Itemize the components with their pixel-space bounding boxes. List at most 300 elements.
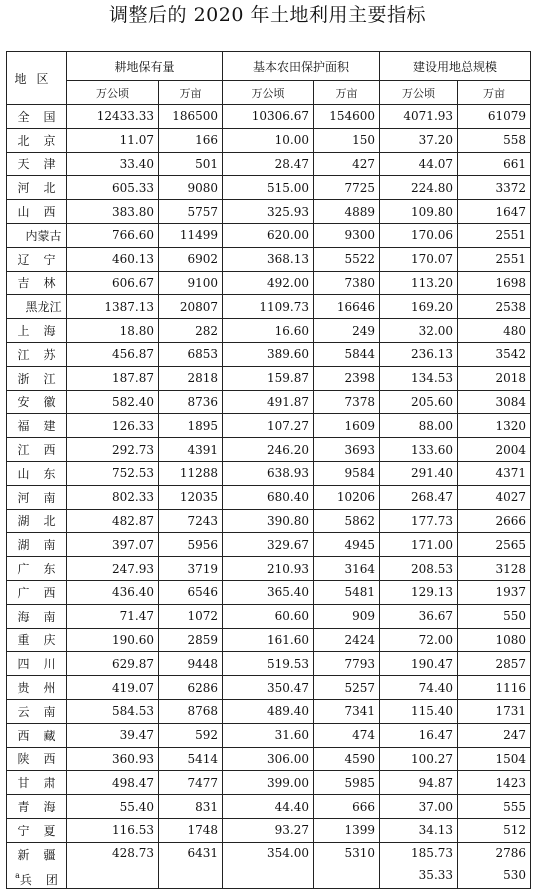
table-row xyxy=(7,247,531,271)
value-cell: 512 xyxy=(458,818,531,842)
value-cell: 2018 xyxy=(458,366,531,390)
value-cell: 383.80 xyxy=(67,200,159,224)
value-cell: 2424 xyxy=(314,628,380,652)
value-cell: 9300 xyxy=(314,223,380,247)
value-cell: 4590 xyxy=(314,747,380,771)
region-name-cell xyxy=(7,795,70,819)
unit-header: 万亩 xyxy=(159,81,223,105)
value-cell: 100.27 xyxy=(380,747,458,771)
region-name: 四川 xyxy=(17,657,70,672)
table-row xyxy=(7,628,531,652)
value-cell: 4945 xyxy=(314,533,380,557)
value-cell: 5844 xyxy=(314,342,380,366)
value-cell: 3542 xyxy=(458,342,531,366)
region-name-cell xyxy=(7,771,70,795)
value-cell: 177.73 xyxy=(380,509,458,533)
table-row xyxy=(7,604,531,628)
table-row xyxy=(7,366,531,390)
region-name-cell xyxy=(7,818,70,842)
value-cell: 1895 xyxy=(159,414,223,438)
value-cell: 291.40 xyxy=(380,461,458,485)
value-cell: 170.06 xyxy=(380,223,458,247)
table-row xyxy=(7,747,531,771)
region-name-cell xyxy=(7,485,70,509)
region-name: 新疆 xyxy=(17,847,70,862)
value-cell: 555 xyxy=(458,795,531,819)
region-name-cell xyxy=(7,319,70,343)
value-cell: 6431 xyxy=(159,842,223,888)
region-name-cell xyxy=(7,223,67,247)
table-row xyxy=(7,509,531,533)
value-cell: 620.00 xyxy=(223,223,314,247)
region-name-cell xyxy=(7,128,70,152)
unit-header: 万公顷 xyxy=(380,81,458,105)
value-cell: 1748 xyxy=(159,818,223,842)
unit-header: 万公顷 xyxy=(67,81,159,105)
page-title: 调整后的 2020 年土地利用主要指标 xyxy=(109,4,426,26)
value-cell: 12433.33 xyxy=(67,105,159,129)
value-cell: 389.60 xyxy=(223,342,314,366)
region-name-cell xyxy=(7,461,70,485)
value-cell: 9448 xyxy=(159,652,223,676)
region-name: 青海 xyxy=(17,800,70,814)
value-cell: 7725 xyxy=(314,176,380,200)
value-cell: 247.93 xyxy=(67,557,159,581)
region-name: 云南 xyxy=(17,704,70,719)
value-cell: 480 xyxy=(458,319,531,343)
value-main: 2786 xyxy=(495,845,527,860)
value-sub: 35.33 xyxy=(418,867,454,882)
value-cell: 3128 xyxy=(458,557,531,581)
region-name: 陕西 xyxy=(17,752,70,767)
value-cell: 11288 xyxy=(159,461,223,485)
table-row xyxy=(7,128,531,152)
value-cell: 6546 xyxy=(159,580,223,604)
value-cell: 5985 xyxy=(314,771,380,795)
region-name: 江西 xyxy=(17,443,70,458)
value-cell: 515.00 xyxy=(223,176,314,200)
footnote-mark: a xyxy=(15,870,20,880)
value-cell: 592 xyxy=(159,723,223,747)
unit-header: 万公顷 xyxy=(223,81,314,105)
region-name-cell xyxy=(7,676,70,700)
region-name: 安徽 xyxy=(17,395,70,410)
region-name-cell xyxy=(7,366,70,390)
region-name: 福建 xyxy=(17,419,70,434)
land-use-table xyxy=(6,51,531,889)
value-cell: 329.67 xyxy=(223,533,314,557)
value-cell: 491.87 xyxy=(223,390,314,414)
value-cell: 2538 xyxy=(458,295,531,319)
value-cell: 161.60 xyxy=(223,628,314,652)
region-header: 地区 xyxy=(7,52,67,105)
value-cell: 427 xyxy=(314,152,380,176)
value-cell: 606.67 xyxy=(67,271,159,295)
region-name-cell xyxy=(7,509,70,533)
region-name: 广东 xyxy=(17,562,70,577)
value-main: 185.73 xyxy=(411,845,454,860)
value-cell: 150 xyxy=(314,128,380,152)
value-cell: 10206 xyxy=(314,485,380,509)
value-cell: 350.47 xyxy=(223,676,314,700)
value-cell: 3084 xyxy=(458,390,531,414)
value-cell: 7378 xyxy=(314,390,380,414)
table-row xyxy=(7,319,531,343)
region-name: 甘肃 xyxy=(17,776,70,791)
region-name: 浙江 xyxy=(17,371,70,386)
value-cell: 5257 xyxy=(314,676,380,700)
value-cell xyxy=(380,842,458,888)
value-cell: 4371 xyxy=(458,461,531,485)
cultivated-land-header: 耕地保有量 xyxy=(67,52,223,81)
value-cell: 31.60 xyxy=(223,723,314,747)
value-cell: 766.60 xyxy=(67,223,159,247)
table-row xyxy=(7,105,531,129)
value-cell: 93.27 xyxy=(223,818,314,842)
table-body xyxy=(7,105,531,889)
value-cell: 436.40 xyxy=(67,580,159,604)
value-cell: 2398 xyxy=(314,366,380,390)
value-cell: 71.47 xyxy=(67,604,159,628)
region-name-cell xyxy=(7,699,70,723)
region-name: 海南 xyxy=(17,609,70,624)
value-cell: 3693 xyxy=(314,438,380,462)
region-name: 江苏 xyxy=(17,347,70,362)
table-row xyxy=(7,771,531,795)
value-cell: 11.07 xyxy=(67,128,159,152)
value-cell: 187.87 xyxy=(67,366,159,390)
value-cell: 74.40 xyxy=(380,676,458,700)
value-cell: 558 xyxy=(458,128,531,152)
value-cell: 582.40 xyxy=(67,390,159,414)
region-name: 内蒙古 xyxy=(25,228,62,243)
value-cell: 186500 xyxy=(159,105,223,129)
table-row xyxy=(7,557,531,581)
value-cell xyxy=(458,842,531,888)
value-cell: 7341 xyxy=(314,699,380,723)
value-cell: 482.87 xyxy=(67,509,159,533)
table-row xyxy=(7,723,531,747)
region-name: 辽宁 xyxy=(17,252,70,267)
value-cell: 126.33 xyxy=(67,414,159,438)
value-cell: 5414 xyxy=(159,747,223,771)
value-cell: 9100 xyxy=(159,271,223,295)
region-name-cell xyxy=(7,342,70,366)
table-row xyxy=(7,485,531,509)
value-cell: 1698 xyxy=(458,271,531,295)
value-cell: 2859 xyxy=(159,628,223,652)
value-cell: 236.13 xyxy=(380,342,458,366)
basic-farmland-header: 基本农田保护面积 xyxy=(223,52,380,81)
value-cell: 11499 xyxy=(159,223,223,247)
value-cell: 1609 xyxy=(314,414,380,438)
region-name: 吉林 xyxy=(17,276,70,291)
value-cell: 909 xyxy=(314,604,380,628)
value-cell: 460.13 xyxy=(67,247,159,271)
value-cell: 456.87 xyxy=(67,342,159,366)
value-cell: 501 xyxy=(159,152,223,176)
value-cell: 1109.73 xyxy=(223,295,314,319)
value-cell: 61079 xyxy=(458,105,531,129)
value-cell: 133.60 xyxy=(380,438,458,462)
value-cell: 1320 xyxy=(458,414,531,438)
region-name-cell xyxy=(7,533,70,557)
region-name-cell xyxy=(7,295,67,319)
value-cell: 5481 xyxy=(314,580,380,604)
table-row xyxy=(7,390,531,414)
value-cell: 2565 xyxy=(458,533,531,557)
value-cell: 37.00 xyxy=(380,795,458,819)
table-row xyxy=(7,271,531,295)
value-cell: 16.47 xyxy=(380,723,458,747)
table-row xyxy=(7,818,531,842)
value-cell: 9584 xyxy=(314,461,380,485)
value-cell: 638.93 xyxy=(223,461,314,485)
unit-header: 万亩 xyxy=(458,81,531,105)
value-cell: 2551 xyxy=(458,223,531,247)
value-cell: 292.73 xyxy=(67,438,159,462)
table-row xyxy=(7,176,531,200)
table-row xyxy=(7,533,531,557)
value-cell: 5862 xyxy=(314,509,380,533)
region-name: 重庆 xyxy=(17,633,70,648)
value-cell: 18.80 xyxy=(67,319,159,343)
value-cell: 134.53 xyxy=(380,366,458,390)
region-name: 西藏 xyxy=(17,728,70,743)
value-cell: 6902 xyxy=(159,247,223,271)
value-cell: 5757 xyxy=(159,200,223,224)
value-cell: 2857 xyxy=(458,652,531,676)
value-cell: 6853 xyxy=(159,342,223,366)
value-cell: 3719 xyxy=(159,557,223,581)
value-cell: 1731 xyxy=(458,699,531,723)
region-name: 贵州 xyxy=(17,681,70,696)
value-cell: 397.07 xyxy=(67,533,159,557)
value-cell: 4889 xyxy=(314,200,380,224)
value-cell: 166 xyxy=(159,128,223,152)
value-cell: 6286 xyxy=(159,676,223,700)
region-name-cell xyxy=(7,152,70,176)
region-sub-name: 兵团 xyxy=(19,872,72,887)
value-cell: 7380 xyxy=(314,271,380,295)
value-cell: 368.13 xyxy=(223,247,314,271)
table-row xyxy=(7,223,531,247)
value-cell: 8736 xyxy=(159,390,223,414)
value-cell: 802.33 xyxy=(67,485,159,509)
value-cell: 109.80 xyxy=(380,200,458,224)
value-cell: 2666 xyxy=(458,509,531,533)
value-cell: 8768 xyxy=(159,699,223,723)
value-cell: 94.87 xyxy=(380,771,458,795)
value-cell: 661 xyxy=(458,152,531,176)
region-name: 湖北 xyxy=(17,514,70,529)
value-cell: 16.60 xyxy=(223,319,314,343)
value-cell: 365.40 xyxy=(223,580,314,604)
table-row xyxy=(7,295,531,319)
value-cell: 205.60 xyxy=(380,390,458,414)
value-cell: 72.00 xyxy=(380,628,458,652)
value-cell: 5956 xyxy=(159,533,223,557)
value-cell: 159.87 xyxy=(223,366,314,390)
value-cell: 39.47 xyxy=(67,723,159,747)
value-cell: 4071.93 xyxy=(380,105,458,129)
value-cell: 34.13 xyxy=(380,818,458,842)
region-name-cell xyxy=(7,438,70,462)
value-cell: 208.53 xyxy=(380,557,458,581)
value-cell: 1937 xyxy=(458,580,531,604)
value-cell: 1504 xyxy=(458,747,531,771)
table-row xyxy=(7,580,531,604)
value-cell: 1080 xyxy=(458,628,531,652)
value-cell: 60.60 xyxy=(223,604,314,628)
value-cell: 10.00 xyxy=(223,128,314,152)
value-cell: 5310 xyxy=(314,842,380,888)
value-cell: 1399 xyxy=(314,818,380,842)
value-cell: 7477 xyxy=(159,771,223,795)
value-cell: 5522 xyxy=(314,247,380,271)
table-row-xinjiang xyxy=(7,842,531,888)
table-row xyxy=(7,152,531,176)
construction-land-header: 建设用地总规模 xyxy=(380,52,531,81)
value-cell: 1116 xyxy=(458,676,531,700)
region-name-cell xyxy=(7,580,70,604)
region-name: 湖南 xyxy=(17,538,70,553)
region-name-cell xyxy=(7,176,70,200)
value-cell: 37.20 xyxy=(380,128,458,152)
value-cell: 10306.67 xyxy=(223,105,314,129)
value-cell: 492.00 xyxy=(223,271,314,295)
region-name-cell xyxy=(7,200,70,224)
value-cell: 113.20 xyxy=(380,271,458,295)
region-name-cell xyxy=(7,247,70,271)
value-cell: 107.27 xyxy=(223,414,314,438)
value-cell: 268.47 xyxy=(380,485,458,509)
value-cell: 36.67 xyxy=(380,604,458,628)
value-cell: 171.00 xyxy=(380,533,458,557)
region-name: 黑龙江 xyxy=(25,300,62,315)
value-cell: 190.47 xyxy=(380,652,458,676)
value-cell: 1387.13 xyxy=(67,295,159,319)
value-cell: 247 xyxy=(458,723,531,747)
value-cell: 16646 xyxy=(314,295,380,319)
region-name: 上海 xyxy=(17,324,70,339)
table-row xyxy=(7,676,531,700)
region-name: 山东 xyxy=(17,466,70,481)
region-name-cell xyxy=(7,652,70,676)
region-name: 天津 xyxy=(17,157,70,172)
value-cell: 116.53 xyxy=(67,818,159,842)
value-cell: 752.53 xyxy=(67,461,159,485)
value-cell: 2818 xyxy=(159,366,223,390)
region-name-cell xyxy=(7,390,70,414)
table-row xyxy=(7,461,531,485)
value-cell: 3164 xyxy=(314,557,380,581)
value-cell: 1423 xyxy=(458,771,531,795)
value-cell: 3372 xyxy=(458,176,531,200)
value-cell: 474 xyxy=(314,723,380,747)
value-cell: 169.20 xyxy=(380,295,458,319)
value-cell: 306.00 xyxy=(223,747,314,771)
value-cell: 498.47 xyxy=(67,771,159,795)
value-cell: 519.53 xyxy=(223,652,314,676)
value-cell: 55.40 xyxy=(67,795,159,819)
value-cell: 4391 xyxy=(159,438,223,462)
region-name-cell xyxy=(7,604,70,628)
value-cell: 354.00 xyxy=(223,842,314,888)
value-cell: 170.07 xyxy=(380,247,458,271)
region-name: 广西 xyxy=(17,585,70,600)
value-cell: 428.73 xyxy=(67,842,159,888)
table-row xyxy=(7,652,531,676)
value-cell: 2004 xyxy=(458,438,531,462)
value-cell: 680.40 xyxy=(223,485,314,509)
value-sub: 530 xyxy=(503,867,527,882)
value-cell: 249 xyxy=(314,319,380,343)
value-cell: 210.93 xyxy=(223,557,314,581)
value-cell: 4027 xyxy=(458,485,531,509)
region-name-cell xyxy=(7,414,70,438)
value-cell: 33.40 xyxy=(67,152,159,176)
value-cell: 28.47 xyxy=(223,152,314,176)
value-cell: 831 xyxy=(159,795,223,819)
value-cell: 88.00 xyxy=(380,414,458,438)
unit-header: 万亩 xyxy=(314,81,380,105)
value-cell: 399.00 xyxy=(223,771,314,795)
value-cell: 550 xyxy=(458,604,531,628)
value-cell: 1072 xyxy=(159,604,223,628)
table-row xyxy=(7,200,531,224)
region-name-cell xyxy=(7,723,70,747)
region-name: 山西 xyxy=(17,205,70,220)
region-name: 宁夏 xyxy=(17,823,70,838)
region-name: 河北 xyxy=(17,181,70,196)
table-row xyxy=(7,699,531,723)
region-name-cell xyxy=(7,842,72,888)
value-cell: 419.07 xyxy=(67,676,159,700)
region-name-cell xyxy=(7,271,70,295)
value-cell: 154600 xyxy=(314,105,380,129)
value-cell: 190.60 xyxy=(67,628,159,652)
value-cell: 32.00 xyxy=(380,319,458,343)
value-cell: 9080 xyxy=(159,176,223,200)
value-cell: 115.40 xyxy=(380,699,458,723)
value-cell: 605.33 xyxy=(67,176,159,200)
value-cell: 360.93 xyxy=(67,747,159,771)
value-cell: 44.07 xyxy=(380,152,458,176)
value-cell: 629.87 xyxy=(67,652,159,676)
table-row xyxy=(7,414,531,438)
value-cell: 282 xyxy=(159,319,223,343)
table-row xyxy=(7,438,531,462)
region-name: 北京 xyxy=(17,133,70,148)
value-cell: 246.20 xyxy=(223,438,314,462)
value-cell: 666 xyxy=(314,795,380,819)
value-cell: 2551 xyxy=(458,247,531,271)
region-name-cell xyxy=(7,628,70,652)
region-name: 全国 xyxy=(17,109,70,124)
value-cell: 129.13 xyxy=(380,580,458,604)
value-cell: 584.53 xyxy=(67,699,159,723)
value-cell: 12035 xyxy=(159,485,223,509)
table-row xyxy=(7,342,531,366)
value-cell: 390.80 xyxy=(223,509,314,533)
value-cell: 7243 xyxy=(159,509,223,533)
value-cell: 20807 xyxy=(159,295,223,319)
value-cell: 224.80 xyxy=(380,176,458,200)
region-name: 河南 xyxy=(17,490,70,505)
region-name-cell xyxy=(7,747,70,771)
region-name-cell xyxy=(7,557,70,581)
